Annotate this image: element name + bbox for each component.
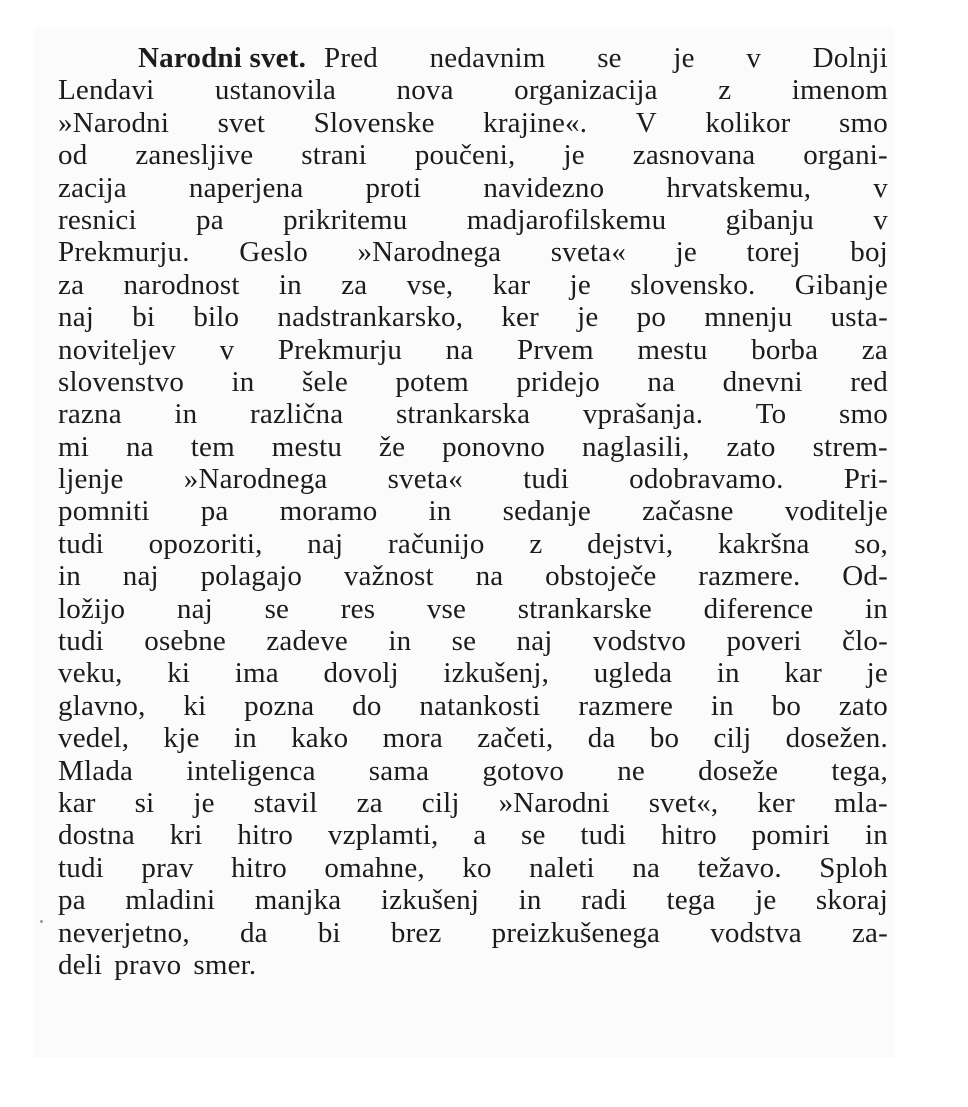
article-word: bi xyxy=(132,301,156,334)
article-headline: Narodni svet. xyxy=(138,42,307,74)
article-word: smo xyxy=(839,398,888,431)
article-word: veku, xyxy=(58,657,123,690)
article-word: izkušenj, xyxy=(443,657,550,690)
article-line xyxy=(58,755,888,787)
article-word: za xyxy=(341,268,368,301)
article-word: se xyxy=(451,625,477,658)
article-word: hrvatskemu, xyxy=(666,171,812,204)
article-word: je xyxy=(866,657,888,690)
article-word: prikritemu xyxy=(283,203,408,236)
article-word: se xyxy=(264,592,290,625)
article-word: pomniti xyxy=(58,495,150,528)
article-line xyxy=(58,172,888,204)
article-word: radi xyxy=(581,884,627,917)
article-word: za- xyxy=(851,916,888,949)
article-word: »Narodni xyxy=(58,106,170,139)
article-word: zasnovana xyxy=(632,139,756,172)
article-word: odobravamo. xyxy=(629,463,784,496)
article-word: da xyxy=(587,722,616,755)
article-word: na xyxy=(445,333,474,366)
article-word: polagajo xyxy=(200,560,303,593)
article-word: V xyxy=(635,106,657,139)
article-word: je xyxy=(569,268,591,301)
article-line xyxy=(58,722,888,754)
article-word: je xyxy=(563,139,585,172)
article-word: se xyxy=(597,42,622,74)
article-line xyxy=(58,139,888,171)
article-word: razmere xyxy=(578,689,674,722)
article-word: kar xyxy=(784,657,822,690)
article-word: naj xyxy=(58,301,95,334)
article-word: hitro xyxy=(237,819,294,852)
article-word: Od- xyxy=(842,560,888,593)
article-word: kako xyxy=(291,722,349,755)
article-word: ki xyxy=(183,689,207,722)
article-word: vedel, xyxy=(58,722,130,755)
article-word: kje xyxy=(163,722,200,755)
article-word: »Narodni xyxy=(498,786,610,819)
article-word: za xyxy=(861,333,888,366)
article-word: moramo xyxy=(279,495,378,528)
article-word: začasne xyxy=(642,495,734,528)
article-word: naperjena xyxy=(188,171,304,204)
article-word: za xyxy=(58,268,85,301)
article-word: mora xyxy=(382,722,443,755)
article-word: vse, xyxy=(406,268,454,301)
article-word: strankarske xyxy=(517,592,652,625)
article-word: skoraj xyxy=(815,884,888,917)
article-line xyxy=(58,269,888,301)
article-word: naglasili, xyxy=(582,430,690,463)
article-line xyxy=(58,107,888,139)
article-word: noviteljev xyxy=(58,333,176,366)
article-word: Prvem xyxy=(517,333,594,366)
article-word: ki xyxy=(167,657,191,690)
article-word: slovensko. xyxy=(630,268,756,301)
article-first-line-text xyxy=(324,42,888,74)
article-line xyxy=(58,787,888,819)
article-word: ima xyxy=(234,657,279,690)
article-line xyxy=(58,301,888,333)
article-word: vzplamti, xyxy=(327,819,439,852)
article-word: od xyxy=(58,139,88,172)
article-word: mestu xyxy=(271,430,343,463)
article-word: in xyxy=(58,560,81,593)
article-word: zadeve xyxy=(266,625,348,658)
article-word: Prekmurju xyxy=(277,333,403,366)
article-word: ko xyxy=(462,851,492,884)
article-word: poveri xyxy=(726,625,802,658)
article-word: sveta« xyxy=(387,463,463,496)
article-word: poučeni, xyxy=(414,139,516,172)
article-word: voditelje xyxy=(784,495,888,528)
article-word: vse xyxy=(426,592,467,625)
article-word: red xyxy=(850,365,888,398)
article-word: bo xyxy=(649,722,680,755)
article-word: strani xyxy=(301,139,367,172)
article-word: Lendavi xyxy=(58,74,155,107)
article-line xyxy=(58,74,888,106)
article-word: mladini xyxy=(125,884,216,917)
article-word: je xyxy=(193,786,215,819)
article-word: strankarska xyxy=(395,398,531,431)
article-word: imenom xyxy=(791,74,888,107)
article-word: smo xyxy=(838,106,888,139)
article-word: da xyxy=(239,916,268,949)
article-word: šele xyxy=(302,365,348,398)
article-word: ne xyxy=(617,754,646,787)
article-word: nova xyxy=(396,74,454,107)
article-word: Dolnji xyxy=(812,42,888,74)
article-line xyxy=(58,528,888,560)
article-word: cilj xyxy=(421,786,460,819)
article-word: in xyxy=(233,722,257,755)
article-word: boj xyxy=(850,236,888,269)
article-word: ker xyxy=(757,786,795,819)
article-word: so, xyxy=(854,527,888,560)
article-word: diference xyxy=(703,592,814,625)
article-word: gibanju xyxy=(725,203,814,236)
article-word: krajine«. xyxy=(483,106,588,139)
article-word: zato xyxy=(838,689,888,722)
article-word: navidezno xyxy=(483,171,605,204)
article-word: bo xyxy=(771,689,802,722)
article-word: nedavnim xyxy=(429,42,546,74)
article-word: dovolj xyxy=(323,657,399,690)
article-word: strem- xyxy=(812,430,888,463)
article-first-line xyxy=(58,42,888,74)
article-word: opozoriti, xyxy=(148,527,263,560)
article-word: dostna xyxy=(58,819,135,852)
article-word: To xyxy=(755,398,787,431)
article-word: Mlada xyxy=(58,754,134,787)
article-word: naj xyxy=(122,560,159,593)
article-word: pozna xyxy=(244,689,315,722)
article-line xyxy=(58,398,888,430)
article-word: pa xyxy=(196,203,224,236)
article-word: doseže xyxy=(698,754,779,787)
article-word: nadstrankarsko, xyxy=(277,301,464,334)
article-word: si xyxy=(134,786,155,819)
article-line xyxy=(58,334,888,366)
article-body xyxy=(58,42,888,981)
article-line xyxy=(58,204,888,236)
article-word: hitro xyxy=(231,851,287,884)
article-line xyxy=(58,236,888,268)
article-word: kar xyxy=(58,786,96,819)
article-word: Pred xyxy=(324,42,378,74)
article-word: prav xyxy=(141,851,194,884)
article-word: zato xyxy=(726,430,776,463)
article-word: stavil xyxy=(253,786,318,819)
article-word: pomiri xyxy=(751,819,831,852)
article-word: Geslo xyxy=(239,236,308,269)
article-word: osebne xyxy=(144,625,226,658)
article-word: v xyxy=(746,42,762,74)
article-word: tega xyxy=(666,884,716,917)
article-word: brez xyxy=(390,916,442,949)
article-word: torej xyxy=(746,236,801,269)
article-word: na xyxy=(647,365,676,398)
article-line xyxy=(58,495,888,527)
article-word: tudi xyxy=(523,463,569,496)
article-word: Gibanje xyxy=(794,268,888,301)
article-word: organi- xyxy=(803,139,888,172)
article-word: bi xyxy=(317,916,341,949)
article-line xyxy=(58,917,888,949)
article-word: vprašanja. xyxy=(582,398,704,431)
article-word: računijo xyxy=(388,527,485,560)
article-word: različna xyxy=(249,398,344,431)
article-word: izkušenj xyxy=(380,884,480,917)
article-word: pravo xyxy=(114,948,182,981)
article-word: in xyxy=(278,268,302,301)
article-word: pa xyxy=(58,884,86,917)
article-word: pridejo xyxy=(516,365,600,398)
article-word: z xyxy=(718,74,732,107)
article-word: že xyxy=(379,430,406,463)
article-word: bilo xyxy=(193,301,240,334)
article-word: a xyxy=(473,819,487,852)
article-word: Slovenske xyxy=(313,106,435,139)
article-word: naj xyxy=(307,527,344,560)
article-word: po xyxy=(636,301,667,334)
article-word: ponovno xyxy=(442,430,546,463)
article-word: inteligenca xyxy=(186,754,316,787)
article-word: sveta« xyxy=(550,236,627,269)
article-word: res xyxy=(340,592,376,625)
article-word: mla- xyxy=(833,786,888,819)
article-word: tudi xyxy=(580,819,627,852)
article-line xyxy=(58,463,888,495)
article-word: ustanovila xyxy=(214,74,337,107)
article-word: je xyxy=(675,236,697,269)
article-word: Pri- xyxy=(843,463,888,496)
article-lines xyxy=(58,74,888,949)
article-word: z xyxy=(529,527,543,560)
article-word: in xyxy=(428,495,452,528)
article-last-line-text xyxy=(58,949,268,981)
article-word: tudi xyxy=(58,851,104,884)
article-word: in xyxy=(710,689,734,722)
article-word: sama xyxy=(368,754,430,787)
article-word: svet«, xyxy=(648,786,719,819)
article-word: mi xyxy=(58,430,90,463)
article-word: dejstvi, xyxy=(587,527,674,560)
article-word: do xyxy=(352,689,382,722)
article-line xyxy=(58,431,888,463)
article-word: madjarofilskemu xyxy=(466,203,667,236)
article-word: naj xyxy=(516,625,553,658)
article-word: potem xyxy=(395,365,469,398)
article-word: se xyxy=(521,819,546,852)
article-word: naleti xyxy=(529,851,595,884)
article-word: in xyxy=(864,819,888,852)
article-word: vodstva xyxy=(710,916,802,949)
article-word: kri xyxy=(169,819,203,852)
article-word: borba xyxy=(751,333,819,366)
article-word: Sploh xyxy=(819,851,888,884)
article-word: svet xyxy=(217,106,266,139)
article-word: tudi xyxy=(58,625,104,658)
article-word: je xyxy=(673,42,695,74)
article-word: kolikor xyxy=(705,106,791,139)
article-word: manjka xyxy=(254,884,342,917)
article-line xyxy=(58,884,888,916)
article-word: gotovo xyxy=(482,754,565,787)
article-word: mestu xyxy=(637,333,708,366)
article-word: zanesljive xyxy=(135,139,254,172)
article-word: razna xyxy=(58,398,122,431)
article-word: vodstvo xyxy=(592,625,687,658)
print-speck xyxy=(40,920,43,923)
article-line xyxy=(58,690,888,722)
article-word: v xyxy=(873,171,888,204)
article-word: in xyxy=(174,398,198,431)
article-word: smer. xyxy=(193,948,257,981)
article-word: sedanje xyxy=(502,495,591,528)
article-word: resnici xyxy=(58,203,137,236)
article-line xyxy=(58,593,888,625)
article-line xyxy=(58,657,888,689)
article-word: dnevni xyxy=(722,365,803,398)
article-word: usta- xyxy=(830,301,888,334)
article-word: začeti, xyxy=(477,722,554,755)
article-word: Prekmurju. xyxy=(58,236,190,269)
article-word: hitro xyxy=(661,819,717,852)
article-word: obstoječe xyxy=(545,560,657,593)
article-word: in xyxy=(231,365,255,398)
article-line xyxy=(58,625,888,657)
article-word: je xyxy=(577,301,599,334)
article-word: tudi xyxy=(58,527,104,560)
article-word: mnenju xyxy=(704,301,793,334)
article-word: »Narodnega xyxy=(357,236,502,269)
article-word: važnost xyxy=(343,560,434,593)
article-word: je xyxy=(755,884,777,917)
article-word: omahne, xyxy=(324,851,425,884)
article-line xyxy=(58,366,888,398)
article-line xyxy=(58,819,888,851)
article-word: zacija xyxy=(58,171,127,204)
article-word: kakršna xyxy=(718,527,810,560)
article-word: na xyxy=(125,430,154,463)
article-word: ložijo xyxy=(58,592,126,625)
article-word: proti xyxy=(365,171,422,204)
article-word: kar xyxy=(492,268,531,301)
article-word: slovenstvo xyxy=(58,365,185,398)
article-word: in xyxy=(864,592,888,625)
article-word: težavo. xyxy=(697,851,782,884)
article-word: deli xyxy=(58,948,103,981)
article-word: tega, xyxy=(831,754,888,787)
article-word: preizkušenega xyxy=(491,916,661,949)
article-word: neverjetno, xyxy=(58,916,190,949)
article-word: v xyxy=(873,203,888,236)
article-word: cilj xyxy=(713,722,752,755)
article-word: na xyxy=(632,851,661,884)
article-word: in xyxy=(388,625,412,658)
article-word: in xyxy=(518,884,542,917)
article-word: ugleda xyxy=(593,657,673,690)
article-word: dosežen. xyxy=(785,722,888,755)
article-word: v xyxy=(219,333,235,366)
article-word: pa xyxy=(200,495,229,528)
article-word: na xyxy=(475,560,504,593)
article-word: za xyxy=(356,786,383,819)
article-word: naj xyxy=(176,592,213,625)
article-word: narodnost xyxy=(123,268,240,301)
article-word: ljenje xyxy=(58,463,124,496)
article-word: natankosti xyxy=(419,689,541,722)
article-word: razmere. xyxy=(698,560,801,593)
article-word: in xyxy=(716,657,740,690)
article-word: organizacija xyxy=(514,74,658,107)
article-line xyxy=(58,560,888,592)
article-line xyxy=(58,852,888,884)
article-word: tem xyxy=(190,430,235,463)
article-last-line xyxy=(58,949,888,981)
article-word: »Narodnega xyxy=(183,463,328,496)
article-word: ker xyxy=(501,301,539,334)
article-word: glavno, xyxy=(58,689,146,722)
article-word: člo- xyxy=(842,625,888,658)
